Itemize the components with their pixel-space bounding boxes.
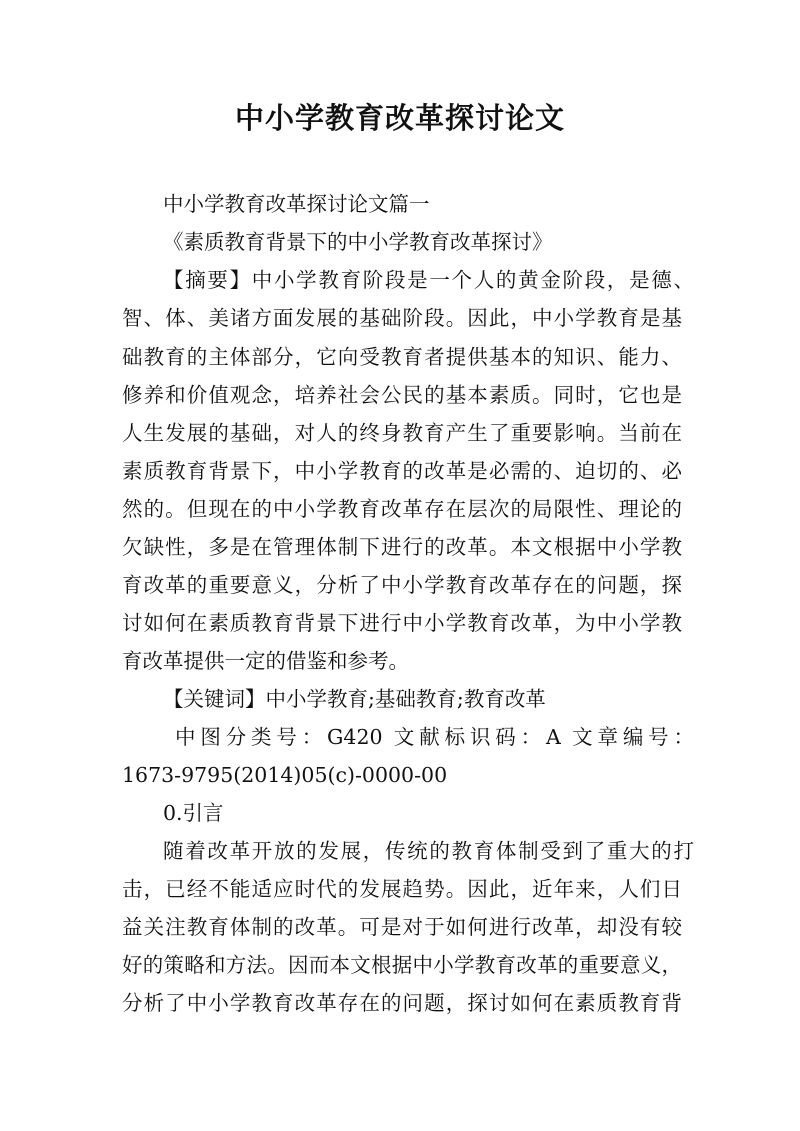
body-line: 随着改革开放的发展，传统的教育体制受到了重大的打 <box>163 839 694 863</box>
abstract-line: 修养和价值观念，培养社会公民的基本素质。同时，它也是 <box>122 383 682 407</box>
article-number-line: 1673-9795(2014)05(c)-0000-00 <box>122 763 448 787</box>
article-title: 《素质教育背景下的中小学教育改革探讨》 <box>163 230 553 254</box>
abstract-line: 讨如何在素质教育背景下进行中小学教育改革，为中小学教 <box>122 611 682 635</box>
abstract-line: 础教育的主体部分，它向受教育者提供基本的知识、能力、 <box>122 345 682 369</box>
abstract-line: 素质教育背景下，中小学教育的改革是必需的、迫切的、必 <box>122 459 682 483</box>
abstract-line: 育改革的重要意义，分析了中小学教育改革存在的问题，探 <box>122 573 682 597</box>
abstract-line: 欠缺性，多是在管理体制下进行的改革。本文根据中小学教 <box>122 535 682 559</box>
keywords-line: 【关键词】中小学教育;基础教育;教育改革 <box>163 687 546 711</box>
body-line: 分析了中小学教育改革存在的问题，探讨如何在素质教育背 <box>122 991 682 1015</box>
introduction-heading: 0.引言 <box>163 801 224 825</box>
section-heading: 中小学教育改革探讨论文篇一 <box>163 192 430 216</box>
body-line: 击，已经不能适应时代的发展趋势。因此，近年来，人们日 <box>122 877 682 901</box>
abstract-line: 智、体、美诸方面发展的基础阶段。因此，中小学教育是基 <box>122 306 682 330</box>
document-title: 中小学教育改革探讨论文 <box>234 101 565 135</box>
abstract-line: 育改革提供一定的借鉴和参考。 <box>122 649 409 673</box>
abstract-line: 人生发展的基础，对人的终身教育产生了重要影响。当前在 <box>122 421 682 445</box>
abstract-line: 然的。但现在的中小学教育改革存在层次的局限性、理论的 <box>122 497 682 521</box>
classification-line: 中图分类号：G420 文献标识码：A 文章编号： <box>175 725 694 749</box>
abstract-line: 【摘要】中小学教育阶段是一个人的黄金阶段，是德、 <box>163 268 694 292</box>
body-line: 好的策略和方法。因而本文根据中小学教育改革的重要意义， <box>122 953 682 977</box>
body-line: 益关注教育体制的改革。可是对于如何进行改革，却没有较 <box>122 915 682 939</box>
